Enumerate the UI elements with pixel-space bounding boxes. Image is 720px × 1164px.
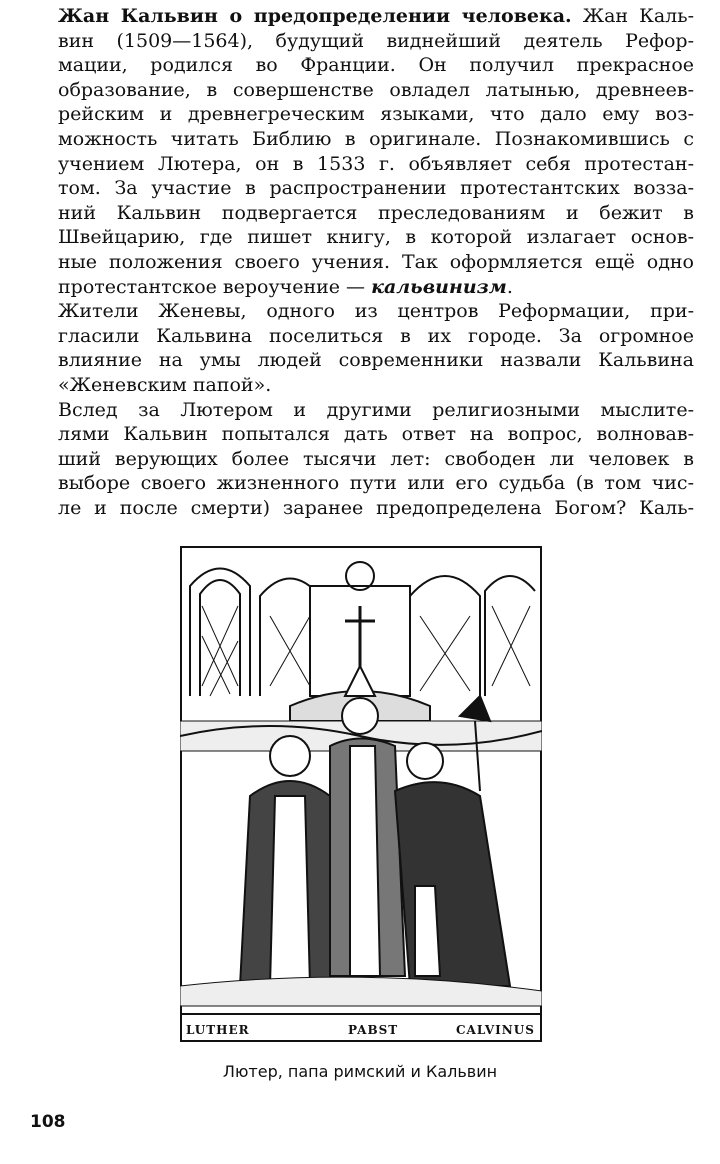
text-line: рейским и древнегреческим языками, что дало ему воз- bbox=[58, 103, 694, 126]
label-pabst: PABST bbox=[348, 1023, 399, 1037]
body-text bbox=[58, 4, 694, 520]
page-number: 108 bbox=[30, 1112, 66, 1132]
text-line: учением Лютера, он в 1533 г. объявляет себя протестан- bbox=[58, 152, 694, 175]
label-calvinus: CALVINUS bbox=[456, 1023, 535, 1037]
text-line: образование, в совершенстве овладел латынью, древнеев- bbox=[58, 78, 694, 101]
text-line: Швейцарию, где пишет книгу, в которой излагает основ- bbox=[58, 226, 694, 249]
text-line: можность читать Библию в оригинале. Познакомившись с bbox=[58, 127, 694, 150]
text-line: ные положения своего учения. Так оформляется ещё одно bbox=[58, 250, 694, 273]
text-line: Жители Женевы, одного из центров Реформации, при- bbox=[58, 300, 694, 323]
section-heading: Жан Кальвин о предопределении человека. bbox=[58, 5, 572, 27]
engraving-illustration bbox=[180, 546, 542, 1042]
text-line: выборе своего жизненного пути или его судьба (в том чис- bbox=[58, 472, 694, 495]
text-line: влияние на умы людей современники назвали Кальвина bbox=[58, 349, 694, 372]
text-line: протестантское вероучение — кальвинизм. bbox=[58, 275, 513, 298]
text-line: Вслед за Лютером и другими религиозными мыслите- bbox=[58, 398, 694, 421]
text-line: «Женевским папой». bbox=[58, 373, 272, 396]
text-line: ший верующих более тысячи лет: свободен ли человек в bbox=[58, 447, 694, 470]
text-line: ле и после смерти) заранее предопределена Богом? Каль- bbox=[58, 496, 694, 519]
text-line: том. За участие в распространении протестантских возза- bbox=[58, 177, 694, 200]
text-line: Жан Кальвин о предопределении человека. Жан Каль- bbox=[58, 5, 694, 27]
label-luther: LUTHER bbox=[186, 1023, 250, 1037]
text-line: ний Кальвин подвергается преследованиям и бежит в bbox=[58, 201, 694, 224]
text-line: вин (1509—1564), будущий виднейший деятель Рефор- bbox=[58, 29, 694, 52]
text-line: мации, родился во Франции. Он получил прекрасное bbox=[58, 54, 694, 77]
text-line: гласили Кальвина поселиться в их городе. За огромное bbox=[58, 324, 694, 347]
figure-caption: Лютер, папа римский и Кальвин bbox=[222, 1062, 498, 1081]
engraving-image bbox=[180, 546, 542, 1042]
term-calvinism: кальвинизм bbox=[371, 275, 507, 298]
text-line: лями Кальвин попытался дать ответ на вопрос, волновав- bbox=[58, 423, 694, 446]
